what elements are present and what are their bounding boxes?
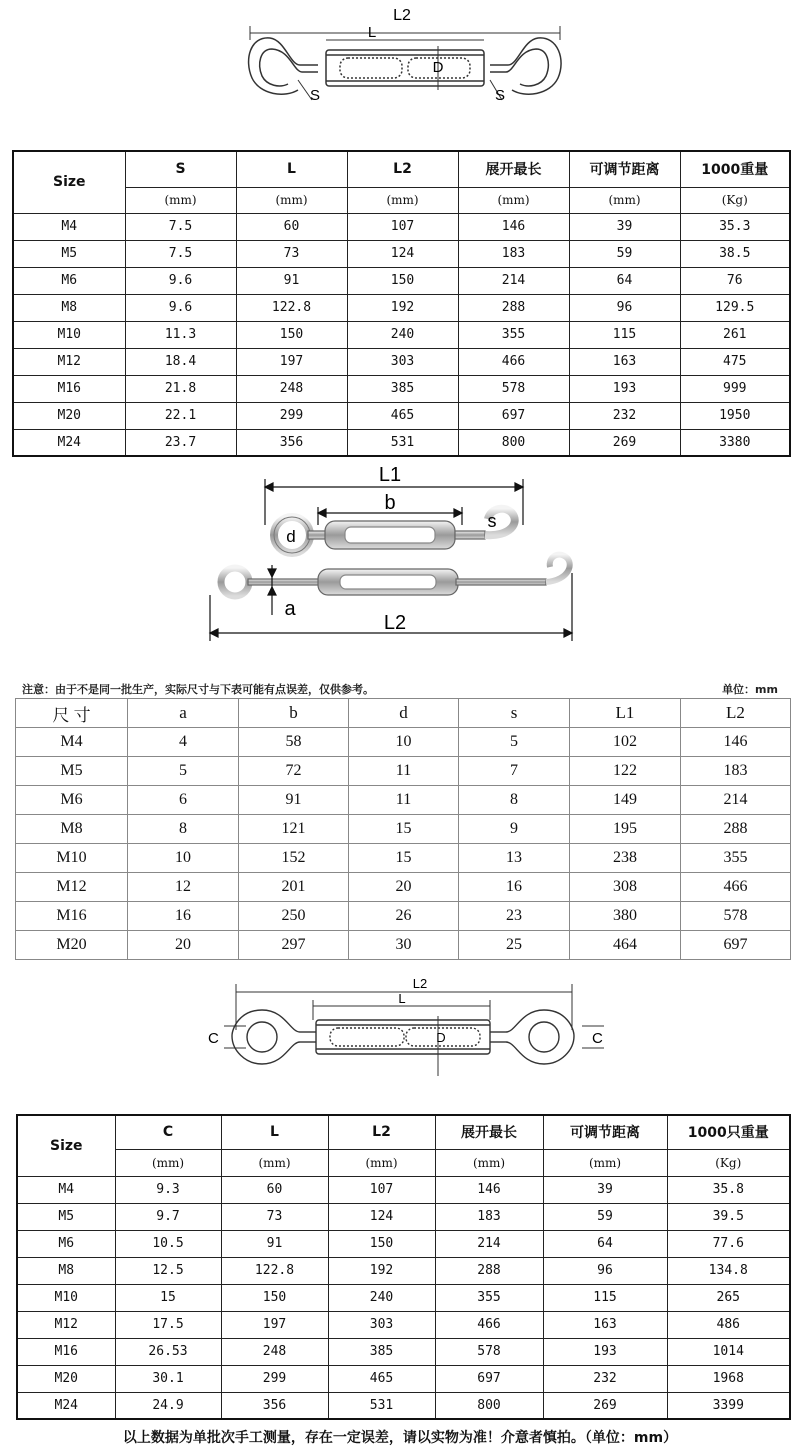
value-cell: 163 (543, 1311, 667, 1338)
unit-cell: (mm) (435, 1149, 543, 1176)
value-cell: 356 (221, 1392, 328, 1419)
value-cell: 150 (347, 267, 458, 294)
table-row (16, 873, 791, 902)
value-cell: 486 (667, 1311, 790, 1338)
value-cell: 4 (128, 728, 239, 757)
size-cell: M16 (16, 902, 128, 931)
header-l1: L1 (570, 699, 681, 728)
value-cell: 146 (435, 1176, 543, 1203)
value-cell: 265 (667, 1284, 790, 1311)
value-cell: 303 (328, 1311, 435, 1338)
unit-cell: (mm) (458, 187, 569, 213)
header-l2: L2 (347, 151, 458, 187)
value-cell: 9 (459, 815, 570, 844)
value-cell: 197 (221, 1311, 328, 1338)
header-l: L (221, 1115, 328, 1149)
table-row (13, 267, 790, 294)
value-cell: 12 (128, 873, 239, 902)
size-cell: M4 (17, 1176, 115, 1203)
value-cell: 3399 (667, 1392, 790, 1419)
table-row (13, 348, 790, 375)
label-s: s (487, 511, 497, 531)
value-cell: 59 (569, 240, 680, 267)
value-cell: 9.6 (125, 294, 236, 321)
table-row (17, 1392, 790, 1419)
value-cell: 464 (570, 931, 681, 960)
value-cell: 578 (681, 902, 791, 931)
value-cell: 531 (328, 1392, 435, 1419)
unit-cell: (Kg) (667, 1149, 790, 1176)
size-cell: M12 (17, 1311, 115, 1338)
value-cell: 7.5 (125, 240, 236, 267)
table-row (16, 902, 791, 931)
value-cell: 107 (347, 213, 458, 240)
value-cell: 288 (681, 815, 791, 844)
value-cell: 150 (236, 321, 347, 348)
value-cell: 23.7 (125, 429, 236, 456)
value-cell: 16 (128, 902, 239, 931)
table-row (17, 1257, 790, 1284)
header-b: b (239, 699, 349, 728)
unit-cell: (mm) (543, 1149, 667, 1176)
value-cell: 146 (458, 213, 569, 240)
unit-cell: (mm) (221, 1149, 328, 1176)
value-cell: 1014 (667, 1338, 790, 1365)
value-cell: 9.7 (115, 1203, 221, 1230)
unit-note: 单位：mm (722, 683, 778, 696)
size-cell: M24 (17, 1392, 115, 1419)
header-a: a (128, 699, 239, 728)
value-cell: 12.5 (115, 1257, 221, 1284)
eye-eye-spec-table (16, 1114, 791, 1420)
value-cell: 121 (239, 815, 349, 844)
header-l2: L2 (328, 1115, 435, 1149)
value-cell: 11 (349, 786, 459, 815)
value-cell: 26 (349, 902, 459, 931)
unit-cell: (mm) (125, 187, 236, 213)
value-cell: 15 (349, 815, 459, 844)
label-d: D (436, 1030, 446, 1045)
label-l2: L2 (383, 612, 407, 634)
label-a: a (284, 598, 296, 620)
value-cell: 8 (128, 815, 239, 844)
value-cell: 64 (543, 1230, 667, 1257)
value-cell: 299 (236, 402, 347, 429)
size-cell: M5 (16, 757, 128, 786)
label-l2: L2 (393, 7, 411, 24)
value-cell: 107 (328, 1176, 435, 1203)
value-cell: 150 (221, 1284, 328, 1311)
header-adjustable: 可调节距离 (569, 151, 680, 187)
value-cell: 35.8 (667, 1176, 790, 1203)
note-text: 注意：由于不是同一批生产，实际尺寸与下表可能有点误差，仅供参考。 (22, 683, 374, 696)
unit-cell: (mm) (236, 187, 347, 213)
hook-hook-turnbuckle-diagram (0, 0, 800, 135)
header-adjustable: 可调节距离 (543, 1115, 667, 1149)
value-cell: 465 (328, 1365, 435, 1392)
value-cell: 269 (543, 1392, 667, 1419)
value-cell: 1950 (680, 402, 790, 429)
value-cell: 197 (236, 348, 347, 375)
value-cell: 73 (236, 240, 347, 267)
value-cell: 6 (128, 786, 239, 815)
value-cell: 465 (347, 402, 458, 429)
value-cell: 35.3 (680, 213, 790, 240)
value-cell: 10 (349, 728, 459, 757)
size-cell: M10 (13, 321, 125, 348)
table-row (16, 757, 791, 786)
value-cell: 297 (239, 931, 349, 960)
label-c-right: C (592, 1030, 603, 1047)
value-cell: 30 (349, 931, 459, 960)
value-cell: 73 (221, 1203, 328, 1230)
value-cell: 91 (221, 1230, 328, 1257)
unit-cell: (mm) (347, 187, 458, 213)
table-row (17, 1311, 790, 1338)
unit-cell: (Kg) (680, 187, 790, 213)
label-l: L (367, 24, 377, 41)
value-cell: 183 (458, 240, 569, 267)
header-max-length: 展开最长 (435, 1115, 543, 1149)
header-s: S (125, 151, 236, 187)
header-l: L (236, 151, 347, 187)
value-cell: 475 (680, 348, 790, 375)
value-cell: 800 (435, 1392, 543, 1419)
value-cell: 39 (569, 213, 680, 240)
table-row (16, 844, 791, 873)
value-cell: 385 (347, 375, 458, 402)
value-cell: 193 (569, 375, 680, 402)
value-cell: 18.4 (125, 348, 236, 375)
value-cell: 122.8 (236, 294, 347, 321)
value-cell: 134.8 (667, 1257, 790, 1284)
value-cell: 201 (239, 873, 349, 902)
value-cell: 39.5 (667, 1203, 790, 1230)
size-cell: M10 (16, 844, 128, 873)
value-cell: 183 (435, 1203, 543, 1230)
hook-hook-spec-table (12, 150, 791, 457)
size-cell: M6 (17, 1230, 115, 1257)
value-cell: 385 (328, 1338, 435, 1365)
value-cell: 60 (236, 213, 347, 240)
size-cell: M10 (17, 1284, 115, 1311)
size-cell: M20 (16, 931, 128, 960)
unit-cell: (mm) (569, 187, 680, 213)
label-l2: L2 (412, 976, 428, 991)
table-row (17, 1365, 790, 1392)
eye-eye-turnbuckle-diagram (0, 970, 800, 1090)
value-cell: 23 (459, 902, 570, 931)
value-cell: 466 (435, 1311, 543, 1338)
value-cell: 380 (570, 902, 681, 931)
value-cell: 115 (543, 1284, 667, 1311)
value-cell: 72 (239, 757, 349, 786)
header-s: s (459, 699, 570, 728)
header-size: Size (13, 151, 125, 213)
value-cell: 20 (128, 931, 239, 960)
value-cell: 299 (221, 1365, 328, 1392)
value-cell: 60 (221, 1176, 328, 1203)
footer-note: 以上数据为单批次手工测量，存在一定误差，请以实物为准！介意者慎拍。（单位：mm） (122, 1430, 678, 1446)
value-cell: 9.6 (125, 267, 236, 294)
table-row (13, 294, 790, 321)
size-cell: M6 (16, 786, 128, 815)
value-cell: 238 (570, 844, 681, 873)
value-cell: 122.8 (221, 1257, 328, 1284)
value-cell: 17.5 (115, 1311, 221, 1338)
eye-hook-turnbuckle-diagram (0, 465, 800, 645)
value-cell: 76 (680, 267, 790, 294)
value-cell: 195 (570, 815, 681, 844)
value-cell: 697 (681, 931, 791, 960)
size-cell: M4 (16, 728, 128, 757)
value-cell: 355 (458, 321, 569, 348)
value-cell: 355 (681, 844, 791, 873)
table-row (16, 815, 791, 844)
table-body (13, 213, 790, 456)
table-row (16, 931, 791, 960)
table-body (16, 728, 791, 960)
value-cell: 356 (236, 429, 347, 456)
value-cell: 11.3 (125, 321, 236, 348)
table-row (13, 213, 790, 240)
size-cell: M5 (13, 240, 125, 267)
unit-cell: (mm) (115, 1149, 221, 1176)
value-cell: 91 (236, 267, 347, 294)
value-cell: 24.9 (115, 1392, 221, 1419)
value-cell: 999 (680, 375, 790, 402)
value-cell: 466 (458, 348, 569, 375)
label-b: b (384, 492, 396, 514)
header-max-length: 展开最长 (458, 151, 569, 187)
header-size: 尺 寸 (16, 699, 128, 728)
value-cell: 30.1 (115, 1365, 221, 1392)
table-row (13, 375, 790, 402)
value-cell: 578 (458, 375, 569, 402)
value-cell: 59 (543, 1203, 667, 1230)
value-cell: 578 (435, 1338, 543, 1365)
size-cell: M8 (13, 294, 125, 321)
value-cell: 64 (569, 267, 680, 294)
value-cell: 150 (328, 1230, 435, 1257)
table-row (17, 1203, 790, 1230)
value-cell: 11 (349, 757, 459, 786)
table-row (17, 1230, 790, 1257)
value-cell: 240 (328, 1284, 435, 1311)
value-cell: 1968 (667, 1365, 790, 1392)
table-row (16, 728, 791, 757)
value-cell: 26.53 (115, 1338, 221, 1365)
value-cell: 38.5 (680, 240, 790, 267)
table-row (17, 1176, 790, 1203)
size-cell: M16 (13, 375, 125, 402)
value-cell: 261 (680, 321, 790, 348)
size-cell: M4 (13, 213, 125, 240)
value-cell: 248 (236, 375, 347, 402)
value-cell: 163 (569, 348, 680, 375)
value-cell: 129.5 (680, 294, 790, 321)
label-s-left: S (310, 87, 321, 104)
label-d: d (286, 527, 296, 546)
value-cell: 5 (459, 728, 570, 757)
value-cell: 146 (681, 728, 791, 757)
value-cell: 9.3 (115, 1176, 221, 1203)
size-cell: M20 (17, 1365, 115, 1392)
value-cell: 248 (221, 1338, 328, 1365)
value-cell: 269 (569, 429, 680, 456)
value-cell: 15 (115, 1284, 221, 1311)
value-cell: 193 (543, 1338, 667, 1365)
size-cell: M24 (13, 429, 125, 456)
value-cell: 96 (569, 294, 680, 321)
value-cell: 214 (681, 786, 791, 815)
value-cell: 214 (458, 267, 569, 294)
value-cell: 3380 (680, 429, 790, 456)
value-cell: 10 (128, 844, 239, 873)
value-cell: 531 (347, 429, 458, 456)
value-cell: 697 (458, 402, 569, 429)
table-row (13, 429, 790, 456)
value-cell: 7.5 (125, 213, 236, 240)
value-cell: 466 (681, 873, 791, 902)
size-cell: M12 (16, 873, 128, 902)
value-cell: 8 (459, 786, 570, 815)
table-row (17, 1338, 790, 1365)
value-cell: 152 (239, 844, 349, 873)
value-cell: 250 (239, 902, 349, 931)
header-size: Size (17, 1115, 115, 1176)
header-weight: 1000只重量 (667, 1115, 790, 1149)
size-cell: M12 (13, 348, 125, 375)
value-cell: 355 (435, 1284, 543, 1311)
unit-cell: (mm) (328, 1149, 435, 1176)
value-cell: 21.8 (125, 375, 236, 402)
value-cell: 124 (328, 1203, 435, 1230)
label-l1: L1 (378, 465, 402, 486)
value-cell: 288 (458, 294, 569, 321)
value-cell: 122 (570, 757, 681, 786)
value-cell: 13 (459, 844, 570, 873)
value-cell: 149 (570, 786, 681, 815)
size-cell: M20 (13, 402, 125, 429)
eye-hook-spec-table (15, 698, 791, 960)
value-cell: 183 (681, 757, 791, 786)
value-cell: 91 (239, 786, 349, 815)
value-cell: 16 (459, 873, 570, 902)
header-d: d (349, 699, 459, 728)
size-cell: M6 (13, 267, 125, 294)
value-cell: 214 (435, 1230, 543, 1257)
value-cell: 192 (347, 294, 458, 321)
value-cell: 58 (239, 728, 349, 757)
value-cell: 232 (543, 1365, 667, 1392)
value-cell: 697 (435, 1365, 543, 1392)
table-row (16, 786, 791, 815)
value-cell: 96 (543, 1257, 667, 1284)
value-cell: 232 (569, 402, 680, 429)
size-cell: M8 (16, 815, 128, 844)
value-cell: 192 (328, 1257, 435, 1284)
table-row (13, 402, 790, 429)
table-row (17, 1284, 790, 1311)
label-s-right: S (495, 87, 506, 104)
value-cell: 800 (458, 429, 569, 456)
header-c: C (115, 1115, 221, 1149)
header-l2: L2 (681, 699, 791, 728)
value-cell: 15 (349, 844, 459, 873)
value-cell: 22.1 (125, 402, 236, 429)
label-l: L (398, 991, 406, 1006)
value-cell: 20 (349, 873, 459, 902)
value-cell: 288 (435, 1257, 543, 1284)
label-c-left: C (208, 1030, 219, 1047)
size-cell: M8 (17, 1257, 115, 1284)
value-cell: 10.5 (115, 1230, 221, 1257)
value-cell: 25 (459, 931, 570, 960)
table-row (13, 321, 790, 348)
size-cell: M16 (17, 1338, 115, 1365)
size-cell: M5 (17, 1203, 115, 1230)
value-cell: 77.6 (667, 1230, 790, 1257)
value-cell: 124 (347, 240, 458, 267)
value-cell: 7 (459, 757, 570, 786)
value-cell: 39 (543, 1176, 667, 1203)
value-cell: 308 (570, 873, 681, 902)
value-cell: 102 (570, 728, 681, 757)
table-body (17, 1176, 790, 1419)
value-cell: 5 (128, 757, 239, 786)
value-cell: 115 (569, 321, 680, 348)
table-row (13, 240, 790, 267)
value-cell: 240 (347, 321, 458, 348)
header-weight: 1000重量 (680, 151, 790, 187)
label-d: D (432, 59, 444, 76)
value-cell: 303 (347, 348, 458, 375)
